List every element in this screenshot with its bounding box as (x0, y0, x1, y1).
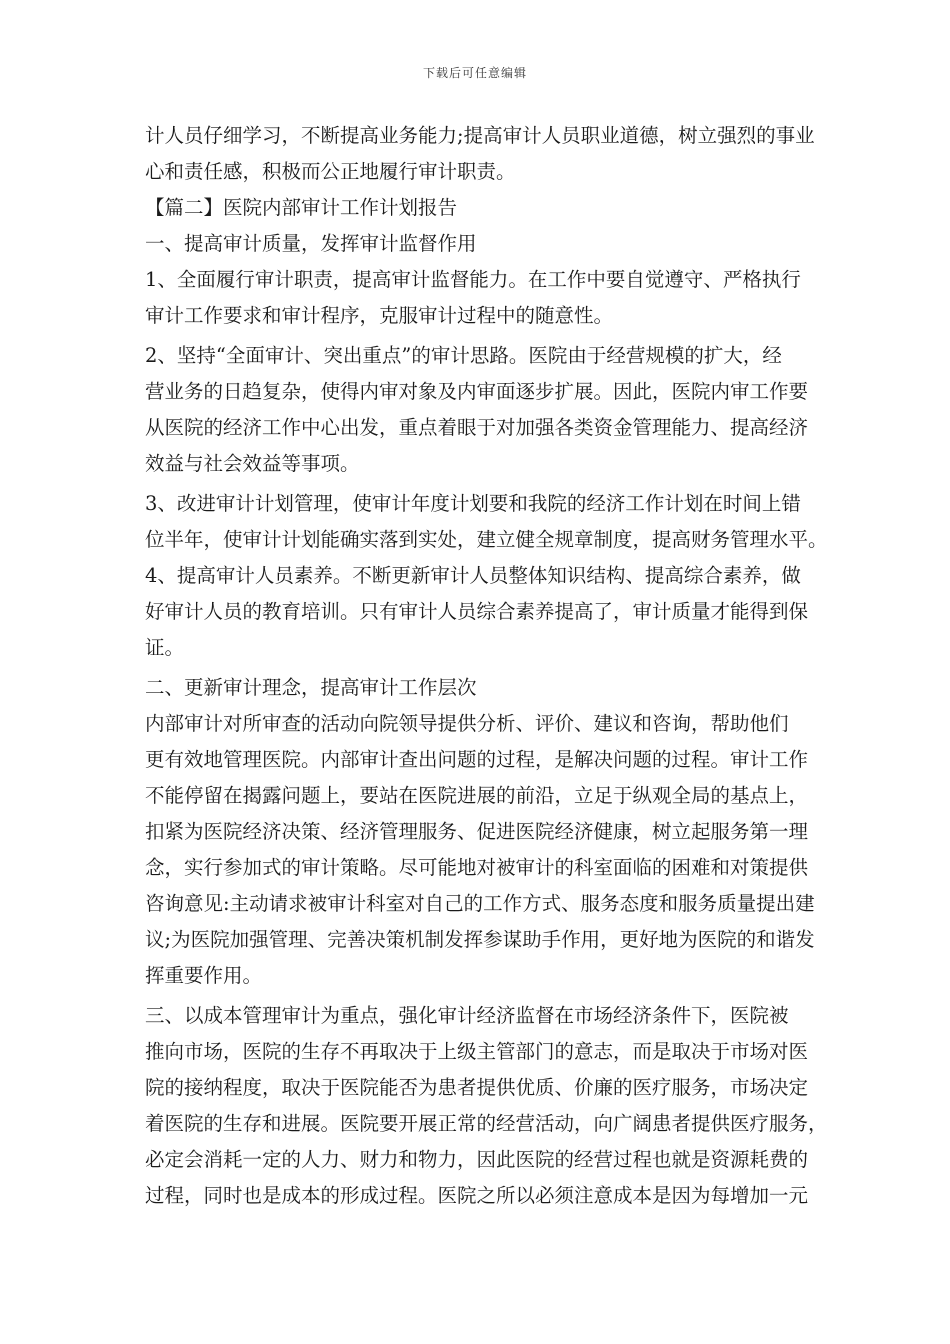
section-heading: 一、提高审计质量，发挥审计监督作用 (145, 232, 477, 255)
document-body (145, 118, 828, 1214)
text-line: 念，实行参加式的审计策略。尽可能地对被审计的科室面临的困难和对策提供 (145, 856, 809, 879)
text-line: 2、坚持“全面审计、突出重点”的审计思路。医院由于经营规模的扩大，经 (145, 344, 782, 367)
text-line: 位半年，使审计计划能确实落到实处，建立健全规章制度，提高财务管理水平。 (145, 528, 828, 551)
text-line: 议;为医院加强管理、完善决策机制发挥参谋助手作用，更好地为医院的和谐发 (145, 928, 815, 951)
text-line: 计人员仔细学习，不断提高业务能力;提高审计人员职业道德，树立强烈的事业 (145, 124, 815, 147)
text-line: 院的接纳程度，取决于医院能否为患者提供优质、价廉的医疗服务，市场决定 (145, 1076, 809, 1099)
text-line: 审计工作要求和审计程序，克服审计过程中的随意性。 (145, 304, 614, 327)
text-line: 推向市场，医院的生存不再取决于上级主管部门的意志，而是取决于市场对医 (145, 1040, 809, 1063)
section-heading: 二、更新审计理念，提高审计工作层次 (145, 676, 477, 699)
text-line: 必定会消耗一定的人力、财力和物力，因此医院的经营过程也就是资源耗费的 (145, 1148, 809, 1171)
text-line: 不能停留在揭露问题上，要站在医院进展的前沿，立足于纵观全局的基点上， (145, 784, 809, 807)
text-line: 1、全面履行审计职责，提高审计监督能力。在工作中要自觉遵守、严格执行 (145, 268, 801, 291)
text-line: 内部审计对所审查的活动向院领导提供分析、评价、建议和咨询，帮助他们 (145, 712, 789, 735)
text-line: 证。 (145, 636, 185, 659)
text-line: 扣紧为医院经济决策、经济管理服务、促进医院经济健康，树立起服务第一理 (145, 820, 809, 843)
text-line: 心和责任感，积极而公正地履行审计职责。 (145, 160, 516, 183)
text-line: 挥重要作用。 (145, 964, 263, 987)
text-line: 咨询意见:主动请求被审计科室对自己的工作方式、服务态度和服务质量提出建 (145, 892, 815, 915)
page-header: 下载后可任意编辑 (422, 66, 527, 80)
text-line: 营业务的日趋复杂，使得内审对象及内审面逐步扩展。因此，医院内审工作要 (145, 380, 809, 403)
text-line: 过程，同时也是成本的形成过程。医院之所以必须注意成本是因为每增加一元 (145, 1184, 809, 1207)
text-line: 效益与社会效益等事项。 (145, 452, 360, 475)
section-title: 【篇二】医院内部审计工作计划报告 (145, 196, 458, 219)
text-line: 三、以成本管理审计为重点，强化审计经济监督在市场经济条件下，医院被 (145, 1004, 789, 1027)
text-line: 从医院的经济工作中心出发，重点着眼于对加强各类资金管理能力、提高经济 (145, 416, 809, 439)
text-line: 4、提高审计人员素养。不断更新审计人员整体知识结构、提高综合素养，做 (145, 564, 801, 587)
text-line: 着医院的生存和进展。医院要开展正常的经营活动，向广阔患者提供医疗服务， (145, 1112, 828, 1135)
text-line: 3、改进审计计划管理，使审计年度计划要和我院的经济工作计划在时间上错 (145, 492, 801, 515)
text-line: 更有效地管理医院。内部审计查出问题的过程，是解决问题的过程。审计工作 (145, 748, 809, 771)
text-line: 好审计人员的教育培训。只有审计人员综合素养提高了，审计质量才能得到保 (145, 600, 809, 623)
